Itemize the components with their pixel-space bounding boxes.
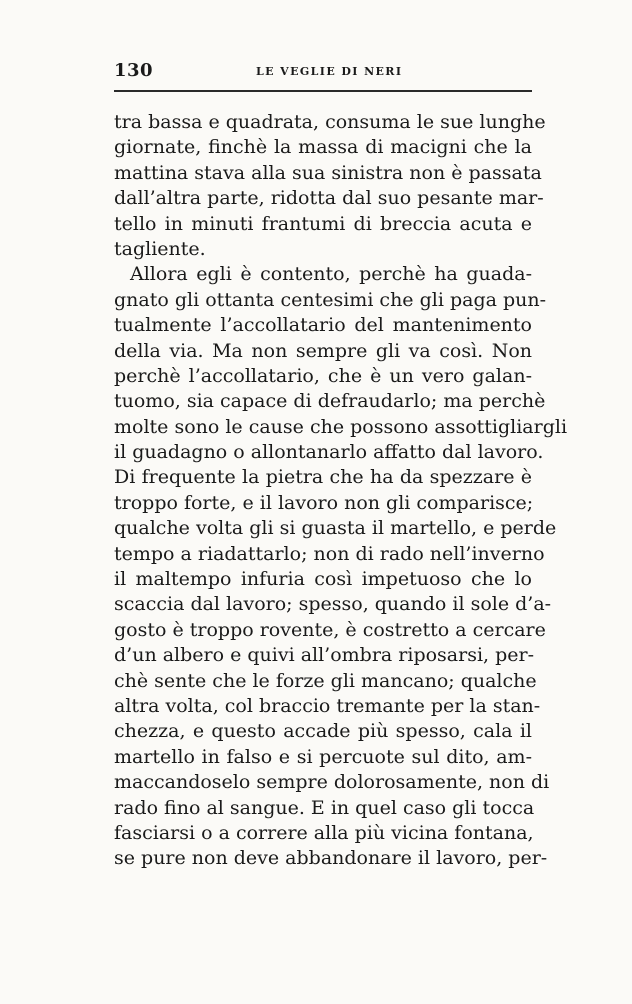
text-line: scaccia dal lavoro; spesso, quando il sole d’a-	[114, 593, 552, 616]
text-line: gnato gli ottanta centesimi che gli paga pun-	[114, 288, 547, 311]
header-rule	[114, 90, 532, 92]
text-line: tagliente.	[114, 237, 206, 260]
text-line: della via. Ma non sempre gli va così. Non	[114, 339, 532, 362]
text-line: martello in falso e si percuote sul dito, am-	[114, 745, 532, 768]
text-line: molte sono le cause che possono assottigliargli	[114, 415, 568, 438]
text-line: tra bassa e quadrata, consuma le sue lunghe	[114, 111, 546, 133]
page-header	[114, 60, 532, 84]
text-line: tuomo, sia capace di defraudarlo; ma perchè	[114, 390, 546, 413]
text-line: chè sente che le forze gli mancano; qualche	[114, 669, 537, 692]
text-line: Di frequente la pietra che ha da spezzare è	[114, 466, 532, 489]
text-line: qualche volta gli si guasta il martello, e perde	[114, 517, 557, 540]
text-line: il maltempo infuria così impetuoso che lo	[114, 568, 532, 591]
body-text	[114, 110, 568, 872]
running-title: LE VEGLIE DI NERI	[256, 65, 403, 78]
text-line: giornate, finchè la massa di macigni che la	[114, 136, 532, 159]
text-line: d’un albero e quivi all’ombra riposarsi, per-	[114, 644, 535, 667]
text-line: il guadagno o allontanarlo affatto dal lavoro.	[114, 441, 544, 464]
text-line: altra volta, col braccio tremante per la stan-	[114, 694, 541, 717]
text-line: Allora egli è contento, perchè ha guada-	[130, 263, 532, 286]
text-line: dall’altra parte, ridotta dal suo pesante mar-	[114, 187, 544, 210]
text-line: tualmente l’accollatario del mantenimento	[114, 314, 532, 337]
text-line: mattina stava alla sua sinistra non è passata	[114, 161, 542, 184]
text-line: gosto è troppo rovente, è costretto a cercare	[114, 618, 546, 641]
text-line: rado fino al sangue. E in quel caso gli tocca	[114, 796, 535, 819]
text-line: tello in minuti frantumi di breccia acuta e	[114, 212, 532, 235]
text-line: fasciarsi o a correre alla più vicina fontana,	[114, 821, 534, 844]
text-line: maccandoselo sempre dolorosamente, non di	[114, 771, 550, 794]
text-line: troppo forte, e il lavoro non gli comparisce;	[114, 491, 534, 514]
text-line: se pure non deve abbandonare il lavoro, per-	[114, 847, 548, 870]
text-line: perchè l’accollatario, che è un vero galan-	[114, 364, 532, 387]
page-number: 130	[114, 60, 154, 81]
text-line: chezza, e questo accade più spesso, cala il	[114, 720, 532, 743]
text-line: tempo a riadattarlo; non di rado nell’inverno	[114, 542, 545, 565]
